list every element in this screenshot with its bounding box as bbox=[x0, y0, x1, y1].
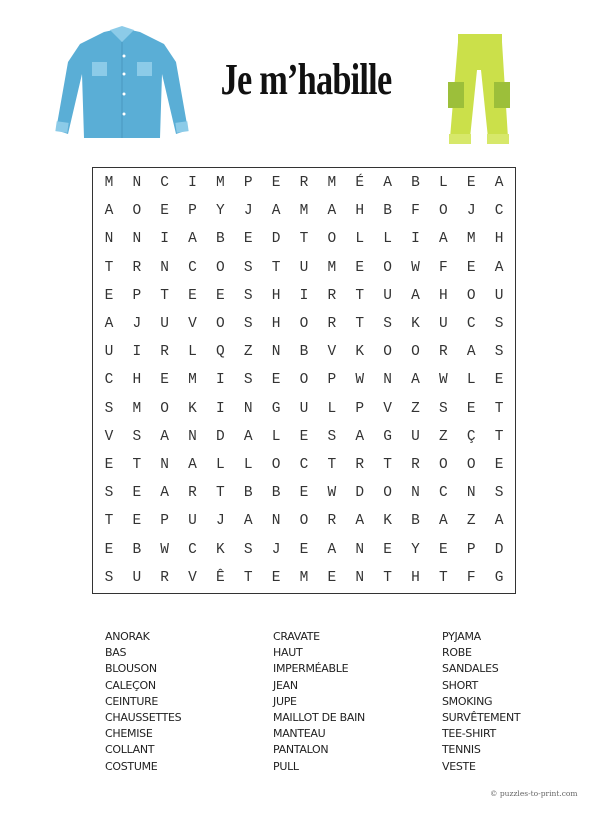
grid-letter[interactable]: U bbox=[383, 287, 392, 304]
grid-letter[interactable]: T bbox=[271, 259, 281, 276]
grid-letter[interactable]: T bbox=[383, 457, 392, 474]
grid-letter[interactable]: A bbox=[160, 428, 169, 445]
grid-letter[interactable]: S bbox=[438, 400, 448, 417]
grid-letter[interactable]: P bbox=[243, 175, 253, 192]
grid-letter[interactable]: O bbox=[299, 316, 309, 333]
pants-icon bbox=[444, 30, 514, 148]
grid-letter[interactable]: A bbox=[188, 457, 197, 474]
word-list-item: CALEÇON bbox=[105, 678, 156, 692]
word-list-column-2 bbox=[273, 629, 365, 775]
grid-letter[interactable]: E bbox=[466, 400, 476, 417]
grid-letter[interactable]: T bbox=[494, 428, 504, 445]
grid-letter[interactable]: W bbox=[355, 372, 365, 389]
grid-letter[interactable]: N bbox=[132, 231, 142, 248]
grid-letter[interactable]: W bbox=[411, 259, 420, 276]
grid-letter[interactable]: S bbox=[243, 259, 253, 276]
grid-letter[interactable]: N bbox=[355, 569, 365, 586]
grid-letter[interactable]: J bbox=[132, 316, 142, 333]
grid-letter[interactable]: A bbox=[411, 287, 420, 304]
grid-letter[interactable]: E bbox=[466, 175, 476, 192]
grid-letter[interactable]: V bbox=[104, 428, 114, 445]
grid-letter[interactable]: J bbox=[271, 541, 281, 558]
grid-letter[interactable]: R bbox=[355, 457, 365, 474]
word-list-item: ANORAK bbox=[105, 630, 150, 643]
grid-letter[interactable]: B bbox=[132, 541, 142, 558]
grid-letter[interactable]: G bbox=[494, 569, 504, 586]
grid-letter[interactable]: U bbox=[299, 400, 309, 417]
grid-letter[interactable]: P bbox=[466, 541, 476, 558]
grid-letter[interactable]: F bbox=[411, 203, 420, 220]
grid-letter[interactable]: A bbox=[466, 344, 476, 361]
grid-letter[interactable]: R bbox=[327, 513, 337, 530]
grid-letter[interactable]: N bbox=[271, 344, 281, 361]
grid-letter[interactable]: S bbox=[104, 400, 114, 417]
grid-letter[interactable]: M bbox=[299, 203, 309, 220]
grid-letter[interactable]: M bbox=[327, 175, 337, 192]
grid-letter[interactable]: C bbox=[466, 316, 476, 333]
grid-letter[interactable]: W bbox=[160, 541, 169, 558]
grid-letter[interactable]: U bbox=[104, 344, 114, 361]
grid-letter[interactable]: E bbox=[132, 513, 142, 530]
grid-letter[interactable]: N bbox=[132, 175, 142, 192]
grid-letter[interactable]: C bbox=[299, 457, 309, 474]
grid-letter[interactable]: O bbox=[299, 513, 309, 530]
grid-letter[interactable]: S bbox=[327, 428, 337, 445]
grid-letter[interactable]: A bbox=[438, 231, 448, 248]
grid-letter[interactable]: Y bbox=[216, 203, 225, 220]
grid-letter[interactable]: A bbox=[327, 541, 337, 558]
grid-letter[interactable]: K bbox=[355, 344, 365, 361]
grid-letter[interactable]: Z bbox=[438, 428, 448, 445]
grid-letter[interactable]: Ç bbox=[466, 428, 476, 445]
grid-letter[interactable]: C bbox=[438, 485, 448, 502]
grid-letter[interactable]: N bbox=[383, 372, 392, 389]
grid-letter[interactable]: B bbox=[299, 344, 309, 361]
grid-letter[interactable]: E bbox=[438, 541, 448, 558]
grid-letter[interactable]: O bbox=[438, 203, 448, 220]
grid-letter[interactable]: E bbox=[466, 259, 476, 276]
grid-letter[interactable]: N bbox=[243, 400, 253, 417]
grid-letter[interactable]: A bbox=[494, 259, 504, 276]
grid-letter[interactable]: M bbox=[466, 231, 476, 248]
word-list-item: ROBE bbox=[442, 646, 472, 660]
word-list-item: SURVÊTEMENT bbox=[442, 710, 521, 724]
grid-letter[interactable]: É bbox=[355, 175, 365, 192]
grid-letter[interactable]: T bbox=[355, 316, 365, 333]
grid-letter[interactable]: E bbox=[355, 259, 365, 276]
grid-letter[interactable]: D bbox=[216, 428, 225, 445]
grid-letter[interactable]: O bbox=[466, 457, 476, 474]
grid-letter[interactable]: A bbox=[355, 513, 365, 530]
grid-letter[interactable]: E bbox=[299, 541, 309, 558]
grid-letter[interactable]: L bbox=[216, 457, 225, 474]
word-list-item: CEINTURE bbox=[105, 694, 159, 708]
grid-letter[interactable]: I bbox=[411, 231, 420, 248]
grid-letter[interactable]: E bbox=[327, 569, 337, 586]
grid-letter[interactable]: A bbox=[271, 203, 281, 220]
grid-letter[interactable]: A bbox=[383, 175, 392, 192]
word-list-column-1 bbox=[105, 629, 181, 775]
grid-letter[interactable]: S bbox=[104, 569, 114, 586]
grid-letter[interactable]: T bbox=[355, 287, 365, 304]
grid-letter[interactable]: K bbox=[188, 400, 197, 417]
word-list-item: CHAUSSETTES bbox=[105, 710, 182, 724]
grid-letter[interactable]: C bbox=[494, 203, 504, 220]
grid-letter[interactable]: O bbox=[438, 457, 448, 474]
grid-letter[interactable]: N bbox=[466, 485, 476, 502]
word-list-item: CRAVATE bbox=[273, 630, 320, 643]
grid-letter[interactable]: A bbox=[243, 513, 253, 530]
grid-letter[interactable]: O bbox=[299, 372, 309, 389]
grid-letter[interactable]: U bbox=[494, 287, 504, 304]
word-list-item: VESTE bbox=[442, 759, 476, 773]
grid-letter[interactable]: R bbox=[411, 457, 420, 474]
grid-letter[interactable]: A bbox=[160, 485, 169, 502]
grid-letter[interactable]: H bbox=[132, 372, 142, 389]
grid-letter[interactable]: E bbox=[104, 457, 114, 474]
page-title: Je m’habille bbox=[220, 55, 392, 104]
grid-letter[interactable]: N bbox=[355, 541, 365, 558]
grid-letter[interactable]: O bbox=[411, 344, 420, 361]
grid-letter[interactable]: I bbox=[132, 344, 142, 361]
grid-letter[interactable]: O bbox=[466, 287, 476, 304]
grid-letter[interactable]: B bbox=[383, 203, 392, 220]
grid-letter[interactable]: V bbox=[327, 344, 337, 361]
grid-letter[interactable]: U bbox=[188, 513, 197, 530]
word-list-item: PULL bbox=[273, 759, 299, 773]
grid-letter[interactable]: K bbox=[216, 541, 225, 558]
word-list-item: PYJAMA bbox=[442, 630, 481, 643]
grid-letter[interactable]: I bbox=[188, 175, 197, 192]
grid-letter[interactable]: K bbox=[383, 513, 392, 530]
grid-letter[interactable]: L bbox=[188, 344, 197, 361]
grid-letter[interactable]: T bbox=[132, 457, 142, 474]
grid-letter[interactable]: H bbox=[355, 203, 365, 220]
grid-letter[interactable]: W bbox=[327, 485, 337, 502]
grid-letter[interactable]: E bbox=[243, 231, 253, 248]
grid-letter[interactable]: H bbox=[411, 569, 420, 586]
grid-letter[interactable]: R bbox=[327, 316, 337, 333]
grid-letter[interactable]: O bbox=[327, 231, 337, 248]
grid-letter[interactable]: E bbox=[160, 203, 169, 220]
word-list-item: SANDALES bbox=[442, 662, 499, 676]
grid-letter[interactable]: E bbox=[271, 569, 281, 586]
grid-letter[interactable]: O bbox=[132, 203, 142, 220]
grid-letter[interactable]: M bbox=[327, 259, 337, 276]
grid-letter[interactable]: L bbox=[327, 400, 337, 417]
grid-letter[interactable]: N bbox=[411, 485, 420, 502]
grid-letter[interactable]: Ê bbox=[216, 569, 225, 586]
grid-letter[interactable]: R bbox=[160, 344, 169, 361]
grid-letter[interactable]: M bbox=[216, 175, 225, 192]
grid-letter[interactable]: R bbox=[132, 259, 142, 276]
word-list-item: PANTALON bbox=[273, 743, 329, 757]
grid-letter[interactable]: M bbox=[104, 175, 114, 192]
grid-letter[interactable]: T bbox=[438, 569, 448, 586]
grid-letter[interactable]: T bbox=[104, 259, 114, 276]
grid-letter[interactable]: B bbox=[271, 485, 281, 502]
grid-letter[interactable]: O bbox=[383, 344, 392, 361]
grid-letter[interactable]: U bbox=[411, 428, 420, 445]
word-list-item: TEE-SHIRT bbox=[442, 727, 496, 741]
grid-letter[interactable]: R bbox=[188, 485, 197, 502]
grid-letter[interactable]: A bbox=[494, 175, 504, 192]
grid-letter[interactable]: C bbox=[188, 541, 197, 558]
grid-letter[interactable]: L bbox=[355, 231, 365, 248]
grid-letter[interactable]: O bbox=[160, 400, 169, 417]
grid-letter[interactable]: E bbox=[299, 428, 309, 445]
grid-letter[interactable]: B bbox=[411, 175, 420, 192]
grid-letter[interactable]: C bbox=[188, 259, 197, 276]
word-list-item: COSTUME bbox=[105, 759, 158, 773]
word-list-item: SMOKING bbox=[442, 694, 493, 708]
shirt-icon bbox=[52, 22, 192, 142]
grid-letter[interactable]: N bbox=[271, 513, 281, 530]
grid-letter[interactable]: S bbox=[243, 372, 253, 389]
grid-letter[interactable]: M bbox=[132, 400, 142, 417]
grid-letter[interactable]: A bbox=[327, 203, 337, 220]
grid-letter[interactable]: B bbox=[216, 231, 225, 248]
word-list-item: COLLANT bbox=[105, 743, 155, 757]
grid-letter[interactable]: V bbox=[188, 569, 197, 586]
grid-letter[interactable]: L bbox=[438, 175, 448, 192]
grid-letter[interactable]: P bbox=[160, 513, 169, 530]
grid-letter[interactable]: F bbox=[466, 569, 476, 586]
grid-letter[interactable]: I bbox=[216, 372, 225, 389]
word-list-item: CHEMISE bbox=[105, 727, 153, 741]
grid-letter[interactable]: O bbox=[383, 259, 392, 276]
grid-letter[interactable]: N bbox=[188, 428, 197, 445]
word-list-item: JUPE bbox=[273, 694, 297, 708]
grid-letter[interactable]: E bbox=[299, 485, 309, 502]
grid-letter[interactable]: L bbox=[271, 428, 281, 445]
grid-letter[interactable]: E bbox=[132, 485, 142, 502]
grid-letter[interactable]: Z bbox=[243, 344, 253, 361]
grid-letter[interactable]: P bbox=[327, 372, 337, 389]
grid-letter[interactable]: U bbox=[299, 259, 309, 276]
word-list-item: TENNIS bbox=[442, 743, 481, 757]
grid-letter[interactable]: L bbox=[243, 457, 253, 474]
grid-letter[interactable]: E bbox=[104, 287, 114, 304]
grid-letter[interactable]: S bbox=[383, 316, 392, 333]
grid-letter[interactable]: R bbox=[327, 287, 337, 304]
grid-letter[interactable]: E bbox=[383, 541, 392, 558]
grid-letter[interactable]: O bbox=[216, 316, 225, 333]
grid-letter[interactable]: P bbox=[355, 400, 365, 417]
grid-letter[interactable]: E bbox=[160, 372, 169, 389]
grid-letter[interactable]: T bbox=[160, 287, 169, 304]
grid-letter[interactable]: E bbox=[271, 372, 281, 389]
grid-letter[interactable]: B bbox=[243, 485, 253, 502]
grid-letter[interactable]: H bbox=[438, 287, 448, 304]
grid-letter[interactable]: R bbox=[160, 569, 169, 586]
grid-letter[interactable]: G bbox=[383, 428, 392, 445]
word-list-item: BAS bbox=[105, 646, 127, 660]
grid-letter[interactable]: N bbox=[104, 231, 114, 248]
grid-letter[interactable]: O bbox=[271, 457, 281, 474]
grid-letter[interactable]: A bbox=[104, 203, 114, 220]
grid-letter[interactable]: E bbox=[494, 372, 504, 389]
grid-letter[interactable]: E bbox=[104, 541, 114, 558]
grid-letter[interactable]: O bbox=[383, 485, 392, 502]
grid-letter[interactable]: M bbox=[188, 372, 197, 389]
grid-letter[interactable]: A bbox=[438, 513, 448, 530]
grid-letter[interactable]: J bbox=[243, 203, 253, 220]
word-list-item: BLOUSON bbox=[105, 662, 157, 676]
grid-letter[interactable]: Z bbox=[466, 513, 476, 530]
word-list-item: IMPERMÉABLE bbox=[273, 662, 349, 676]
grid-letter[interactable]: I bbox=[299, 287, 309, 304]
grid-letter[interactable]: T bbox=[383, 569, 392, 586]
grid-letter[interactable]: S bbox=[243, 287, 253, 304]
grid-letter[interactable]: Y bbox=[411, 541, 420, 558]
grid-letter[interactable]: S bbox=[494, 316, 504, 333]
grid-letter[interactable]: C bbox=[104, 372, 114, 389]
grid-letter[interactable]: J bbox=[216, 513, 225, 530]
grid-letter[interactable]: D bbox=[355, 485, 365, 502]
grid-letter[interactable]: E bbox=[188, 287, 197, 304]
grid-letter[interactable]: A bbox=[355, 428, 365, 445]
word-list-item: MANTEAU bbox=[273, 727, 326, 741]
word-search-grid[interactable] bbox=[92, 167, 516, 594]
grid-letter[interactable]: A bbox=[104, 316, 114, 333]
grid-letter[interactable]: N bbox=[160, 259, 169, 276]
grid-letter[interactable]: N bbox=[160, 457, 169, 474]
grid-letter[interactable]: T bbox=[299, 231, 309, 248]
grid-letter[interactable]: I bbox=[216, 400, 225, 417]
word-list-item: SHORT bbox=[442, 678, 478, 692]
word-list-item: HAUT bbox=[273, 646, 303, 660]
grid-letter[interactable]: H bbox=[494, 231, 504, 248]
grid-letter[interactable]: T bbox=[104, 513, 114, 530]
grid-letter[interactable]: V bbox=[383, 400, 392, 417]
grid-letter[interactable]: T bbox=[243, 569, 253, 586]
grid-letter[interactable]: B bbox=[411, 513, 420, 530]
grid-letter[interactable]: T bbox=[216, 485, 225, 502]
grid-letter[interactable]: A bbox=[243, 428, 253, 445]
grid-letter[interactable]: R bbox=[299, 175, 309, 192]
grid-letter[interactable]: U bbox=[160, 316, 169, 333]
grid-letter[interactable]: H bbox=[271, 316, 281, 333]
grid-letter[interactable]: I bbox=[160, 231, 169, 248]
grid-letter[interactable]: Z bbox=[411, 400, 420, 417]
grid-letter[interactable]: Q bbox=[216, 344, 225, 361]
grid-letter[interactable]: S bbox=[104, 485, 114, 502]
word-list-column-3 bbox=[442, 629, 520, 775]
grid-letter[interactable]: O bbox=[216, 259, 225, 276]
grid-letter[interactable]: T bbox=[327, 457, 337, 474]
grid-letter[interactable]: S bbox=[494, 485, 504, 502]
grid-letter[interactable]: R bbox=[438, 344, 448, 361]
grid-letter[interactable]: A bbox=[188, 231, 197, 248]
grid-letter[interactable]: K bbox=[411, 316, 420, 333]
grid-letter[interactable]: S bbox=[132, 428, 142, 445]
grid-letter[interactable]: D bbox=[271, 231, 281, 248]
grid-letter[interactable]: W bbox=[438, 372, 448, 389]
grid-letter[interactable]: J bbox=[466, 203, 476, 220]
grid-letter[interactable]: P bbox=[132, 287, 142, 304]
grid-letter[interactable]: L bbox=[383, 231, 392, 248]
grid-letter[interactable]: A bbox=[411, 372, 420, 389]
grid-letter[interactable]: U bbox=[132, 569, 142, 586]
grid-letter[interactable]: S bbox=[494, 344, 504, 361]
grid-letter[interactable]: U bbox=[438, 316, 448, 333]
grid-letter[interactable]: A bbox=[494, 513, 504, 530]
credit-text: © puzzles-to-print.com bbox=[490, 789, 578, 798]
grid-letter[interactable]: M bbox=[299, 569, 309, 586]
grid-letter[interactable]: D bbox=[494, 541, 504, 558]
grid-letter[interactable]: S bbox=[243, 316, 253, 333]
grid-letter[interactable]: L bbox=[466, 372, 476, 389]
grid-letter[interactable]: H bbox=[271, 287, 281, 304]
word-list-item: JEAN bbox=[273, 678, 298, 692]
grid-letter[interactable]: V bbox=[188, 316, 197, 333]
grid-letter[interactable]: E bbox=[494, 457, 504, 474]
grid-letter[interactable]: G bbox=[271, 400, 281, 417]
word-list-item: MAILLOT DE BAIN bbox=[273, 710, 365, 724]
grid-letter[interactable]: E bbox=[271, 175, 281, 192]
grid-letter[interactable]: E bbox=[216, 287, 225, 304]
grid-letter[interactable]: S bbox=[243, 541, 253, 558]
grid-letter[interactable]: P bbox=[188, 203, 197, 220]
grid-letter[interactable]: F bbox=[438, 259, 448, 276]
grid-letter[interactable]: C bbox=[160, 175, 169, 192]
grid-letter[interactable]: T bbox=[494, 400, 504, 417]
